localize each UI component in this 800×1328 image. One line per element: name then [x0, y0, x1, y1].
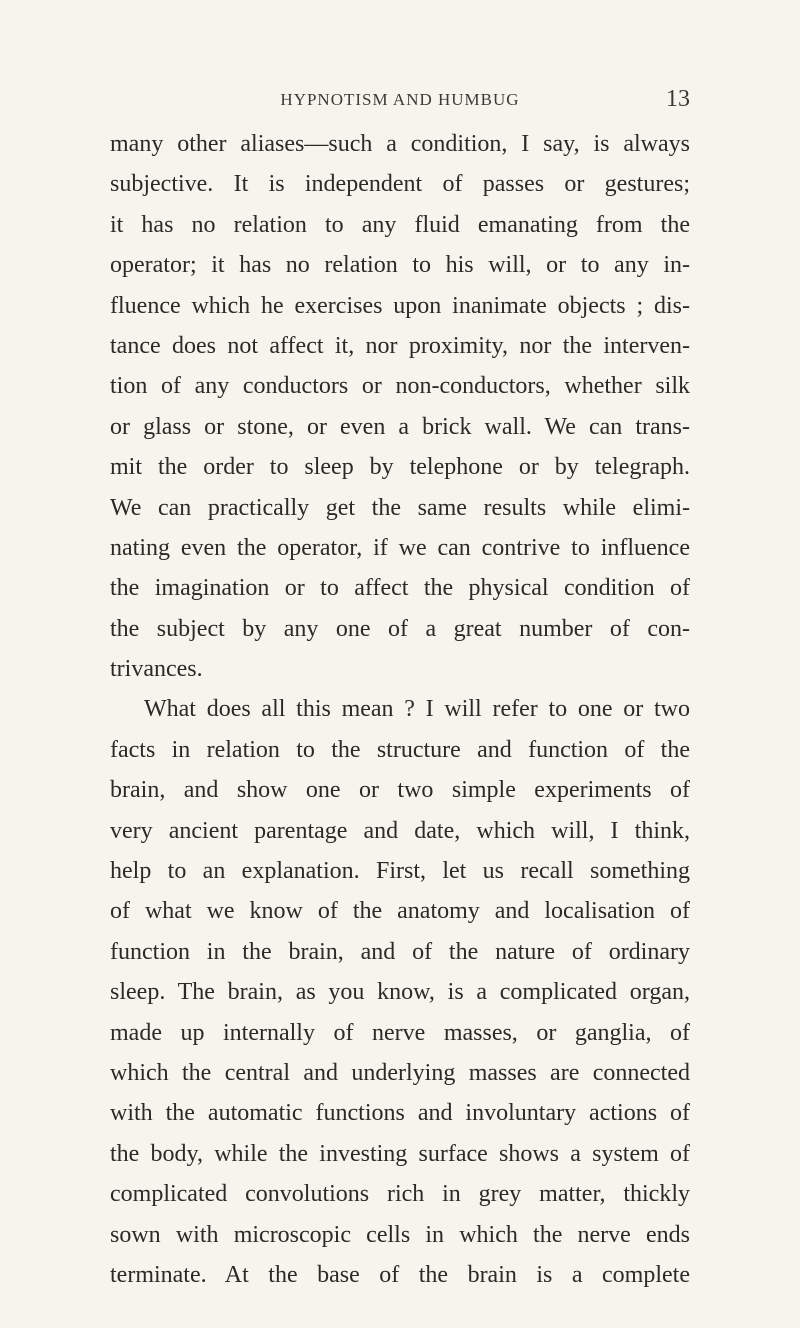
text-line: with the automatic functions and involuntary actions of	[110, 1100, 690, 1127]
text-line: mit the order to sleep by telephone or by telegraph.	[110, 454, 690, 481]
running-title: HYPNOTISM AND HUMBUG	[280, 90, 520, 109]
text-line: which the central and underlying masses are connected	[110, 1059, 690, 1086]
text-line: the body, while the investing surface shows a system of	[110, 1140, 690, 1167]
text-line: made up internally of nerve masses, or ganglia, of	[110, 1019, 690, 1046]
text-line: or glass or stone, or even a brick wall. We can trans-	[110, 413, 690, 440]
text-line: We can practically get the same results while elimi-	[110, 494, 690, 521]
text-line: very ancient parentage and date, which will, I think,	[110, 817, 690, 844]
text-line: subjective. It is independent of passes or gestures;	[110, 171, 690, 198]
text-line: many other aliases—such a condition, I say, is always	[110, 131, 690, 157]
text-line: sown with microscopic cells in which the nerve ends	[110, 1221, 690, 1248]
running-head	[110, 86, 690, 116]
text-line: brain, and show one or two simple experiments of	[110, 777, 690, 804]
text-line: fluence which he exercises upon inanimate objects ; dis-	[110, 292, 690, 319]
text-line: the imagination or to affect the physical condition of	[110, 575, 690, 602]
text-line: tance does not affect it, nor proximity, nor the interven-	[110, 332, 690, 359]
text-line: sleep. The brain, as you know, is a complicated organ,	[110, 979, 690, 1006]
body-text	[110, 124, 690, 1295]
paragraph-start-line: What does all this mean ? I will refer to one or two	[144, 696, 690, 723]
text-line: complicated convolutions rich in grey matter, thickly	[110, 1181, 690, 1208]
text-line: the subject by any one of a great number of con-	[110, 615, 690, 642]
text-line: tion of any conductors or non-conductors, whether silk	[110, 373, 690, 400]
text-line: facts in relation to the structure and function of the	[110, 736, 690, 763]
text-line: operator; it has no relation to his will, or to any in-	[110, 252, 690, 279]
text-line: it has no relation to any fluid emanating from the	[110, 211, 690, 238]
text-line: function in the brain, and of the nature of ordinary	[110, 938, 690, 965]
text-line: help to an explanation. First, let us recall something	[110, 858, 690, 885]
text-line: terminate. At the base of the brain is a complete	[110, 1261, 690, 1288]
text-line: trivances.	[110, 656, 203, 683]
text-line: nating even the operator, if we can contrive to influence	[110, 534, 690, 561]
text-line: of what we know of the anatomy and localisation of	[110, 898, 690, 925]
page-number: 13	[666, 86, 690, 112]
